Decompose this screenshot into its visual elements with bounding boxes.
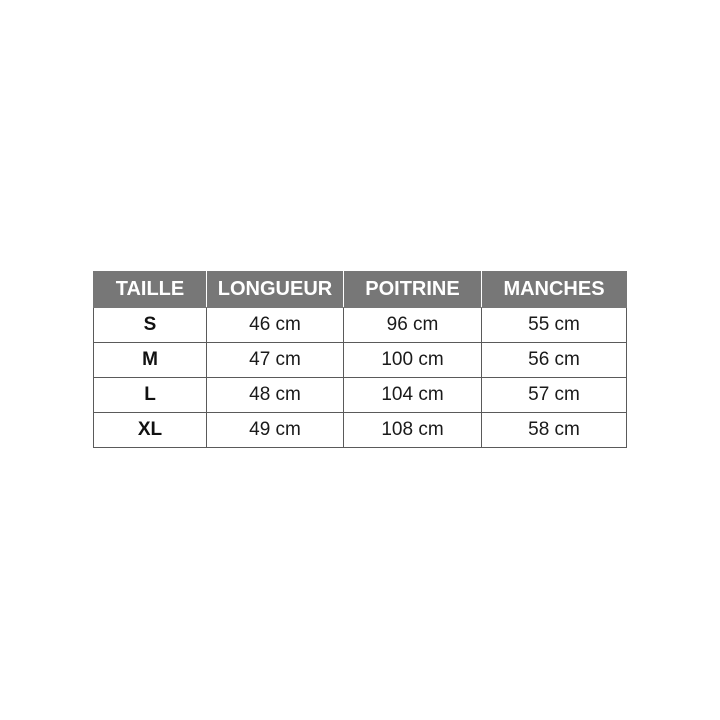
table-row bbox=[94, 413, 627, 448]
longueur-cell: 48 cm bbox=[207, 378, 344, 413]
poitrine-cell: 104 cm bbox=[344, 378, 482, 413]
header-row bbox=[94, 272, 627, 308]
longueur-cell: 46 cm bbox=[207, 308, 344, 343]
table-row bbox=[94, 308, 627, 343]
longueur-cell: 47 cm bbox=[207, 343, 344, 378]
poitrine-cell: 100 cm bbox=[344, 343, 482, 378]
manches-cell: 56 cm bbox=[482, 343, 627, 378]
size-cell: S bbox=[94, 308, 207, 343]
longueur-cell: 49 cm bbox=[207, 413, 344, 448]
header-longueur: LONGUEUR bbox=[207, 272, 344, 308]
manches-cell: 57 cm bbox=[482, 378, 627, 413]
size-cell: XL bbox=[94, 413, 207, 448]
table-row bbox=[94, 343, 627, 378]
header-taille: TAILLE bbox=[94, 272, 207, 308]
manches-cell: 58 cm bbox=[482, 413, 627, 448]
header-manches: MANCHES bbox=[482, 272, 627, 308]
size-cell: L bbox=[94, 378, 207, 413]
header-poitrine: POITRINE bbox=[344, 272, 482, 308]
size-chart-table bbox=[93, 271, 627, 448]
size-cell: M bbox=[94, 343, 207, 378]
table-row bbox=[94, 378, 627, 413]
manches-cell: 55 cm bbox=[482, 308, 627, 343]
poitrine-cell: 108 cm bbox=[344, 413, 482, 448]
poitrine-cell: 96 cm bbox=[344, 308, 482, 343]
